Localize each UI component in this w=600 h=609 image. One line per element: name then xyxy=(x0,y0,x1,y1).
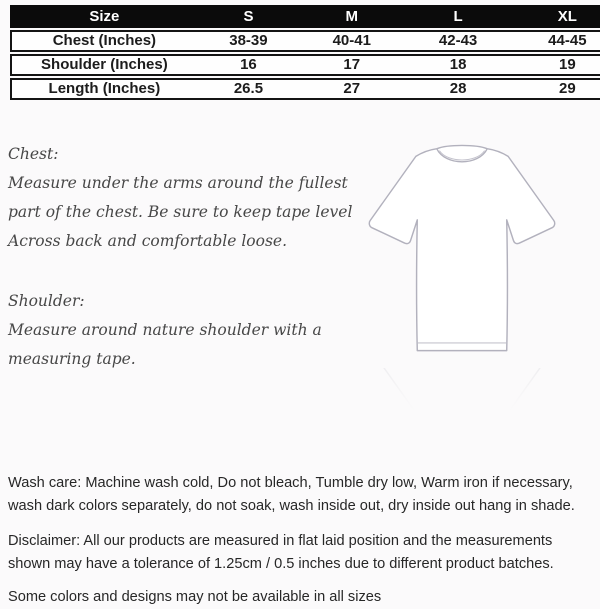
disclaimer-text: Disclaimer: All our products are measured in flat laid position and the measurements shown may have a tolerance of 1.25cm / 0.5 inches due to different product batches. xyxy=(8,533,554,572)
tshirt-icon xyxy=(352,141,572,367)
cell-value: 19 xyxy=(559,56,576,73)
cell-value: 27 xyxy=(343,80,361,97)
table-row-shoulder xyxy=(10,54,600,76)
cell-value: 26.5 xyxy=(233,80,264,97)
chest-heading: Chest: xyxy=(8,145,59,163)
availability-text: Some colors and designs may not be available in all sizes xyxy=(8,589,382,605)
cell-value: 44-45 xyxy=(548,32,587,49)
header-cell-s: S xyxy=(243,7,254,25)
chest-instruction-line: Across back and comfortable loose. xyxy=(8,232,287,250)
header-cell-xl: XL xyxy=(557,7,577,25)
cell-value: 18 xyxy=(449,56,467,73)
cell-value: 42-43 xyxy=(438,32,478,49)
cell-value: 38-39 xyxy=(229,32,268,49)
cell-value: 28 xyxy=(449,80,467,97)
header-cell-m: M xyxy=(345,7,359,25)
wash-care-text: Wash care: Machine wash cold, Do not bleach, Tumble dry low, Warm iron if necessary, wash dark colors separately, do not soak, wash inside out, dry inside out hang in shade. xyxy=(8,475,575,514)
header-cell-size: Size xyxy=(89,7,120,25)
shoulder-heading: Shoulder: xyxy=(8,292,85,310)
table-row-chest xyxy=(10,30,600,52)
cell-value: 16 xyxy=(240,56,257,73)
cell-value: 17 xyxy=(343,56,361,73)
chest-instruction-line: Measure under the arms around the fullest xyxy=(8,174,348,192)
shoulder-instruction-line: measuring tape. xyxy=(8,350,136,368)
row-label: Chest (Inches) xyxy=(52,32,157,49)
measuring-guide xyxy=(8,140,353,374)
row-label: Length (Inches) xyxy=(48,80,161,97)
shoulder-instruction-line: Measure around nature shoulder with a xyxy=(8,321,322,339)
size-table-header-row xyxy=(10,5,600,28)
chest-instruction-line: part of the chest. Be sure to keep tape level xyxy=(8,203,353,221)
cell-value: 40-41 xyxy=(332,32,371,49)
row-label: Shoulder (Inches) xyxy=(41,56,168,73)
table-row-length xyxy=(10,78,600,100)
size-table xyxy=(10,5,600,102)
tshirt-illustration xyxy=(352,141,572,367)
cell-value: 29 xyxy=(559,80,576,97)
reflection-fade-overlay xyxy=(352,368,572,412)
header-cell-l: L xyxy=(453,7,463,25)
